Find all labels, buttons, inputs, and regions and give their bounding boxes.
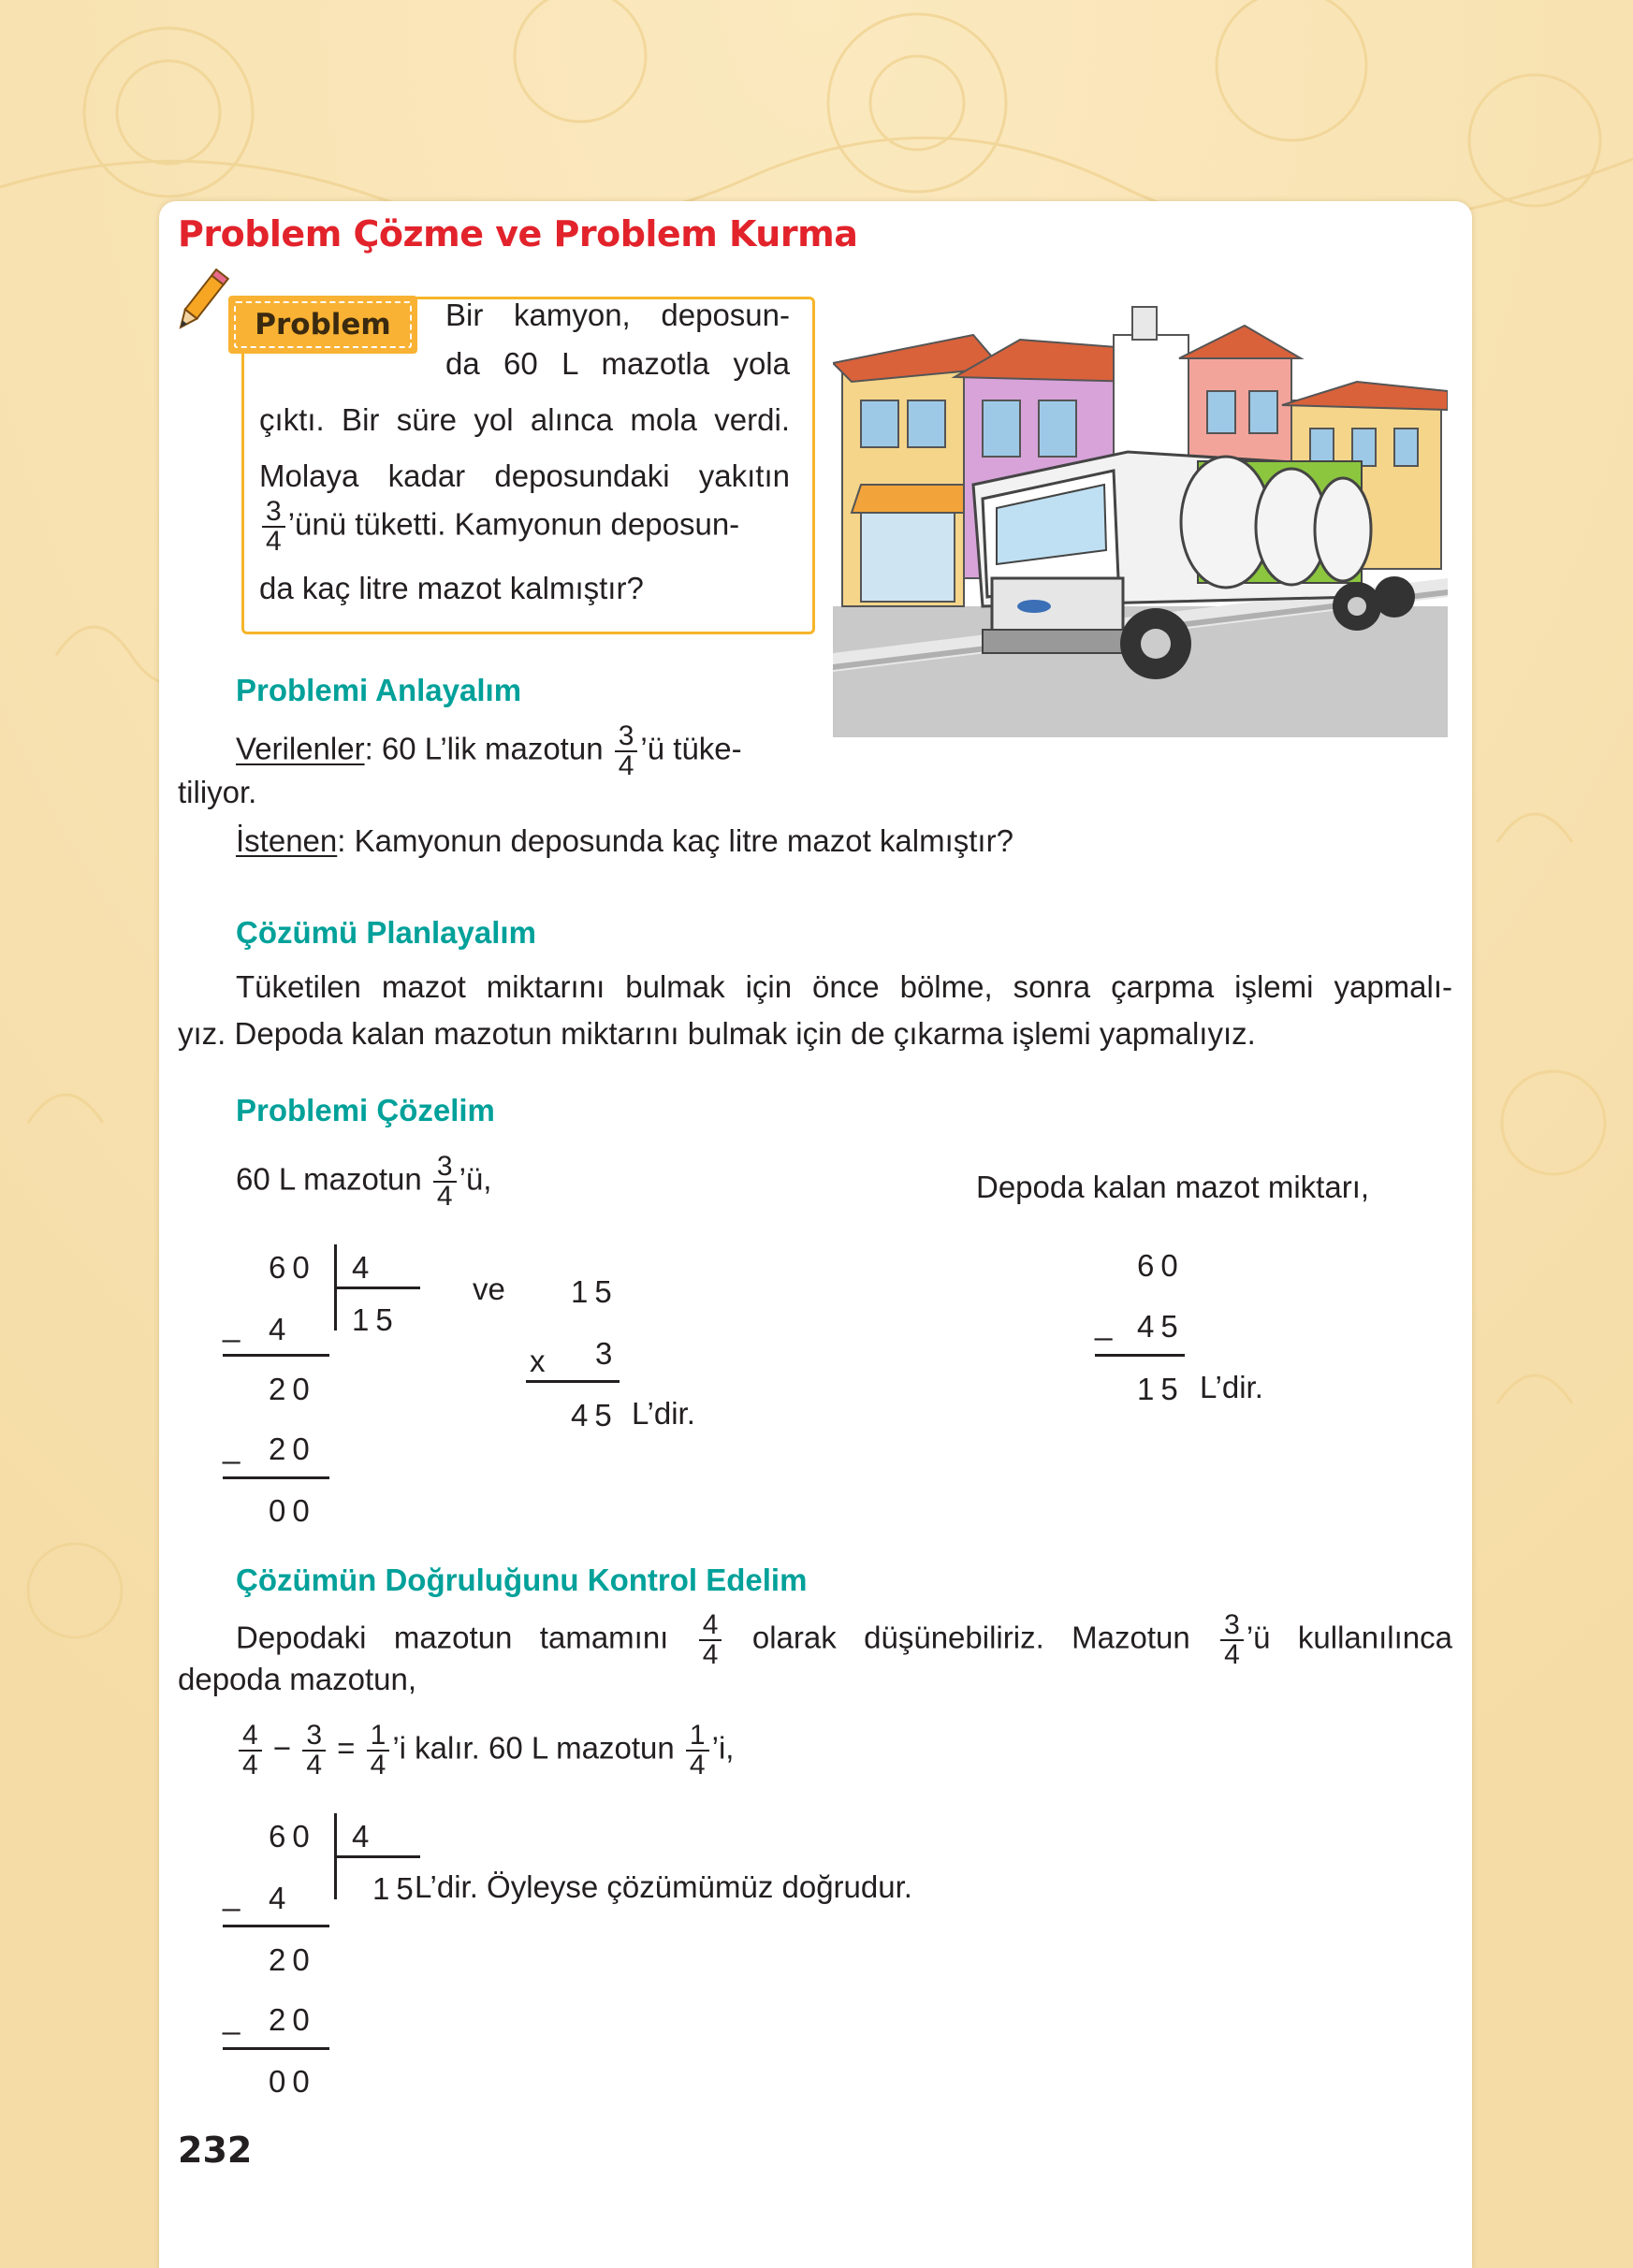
fraction-3-4: $\frac{3}{4}$ xyxy=(262,498,285,556)
problem-line-4: Molaya kadar deposundaki yakıtın xyxy=(259,458,790,493)
problem-line-2: da 60 L mazotla yola xyxy=(445,346,790,381)
solve-heading: Problemi Çözelim xyxy=(236,1093,495,1127)
fraction-1-4: $\frac{1}{4}$ xyxy=(686,1722,709,1780)
ve-connector: ve xyxy=(473,1272,505,1306)
check-heading: Çözümün Doğruluğunu Kontrol Edelim xyxy=(236,1563,808,1597)
check-line-2: depoda mazotun, xyxy=(178,1662,417,1696)
page-number: 232 xyxy=(178,2130,253,2171)
fraction-3-4: $\frac{3}{4}$ xyxy=(302,1722,326,1780)
plan-line-1: Tüketilen mazot miktarını bulmak için önce bölme, sonra çarpma işlemi yapmalı- xyxy=(236,969,1452,1004)
given-label: Verilenler xyxy=(236,731,365,766)
problem-line-6: da kaç litre mazot kalmıştır? xyxy=(259,571,644,605)
check-line-1: Depodaki mazotun tamamını $\frac{4}{4}$ olarak düşünebiliriz. Mazotun $\frac{3}{4}$ ’ü kullanılınca xyxy=(236,1609,1452,1670)
problem-line-1: Bir kamyon, deposun- xyxy=(445,298,790,332)
problem-line-3: çıktı. Bir süre yol alınca mola verdi. xyxy=(259,402,790,437)
fraction-3-4: $\frac{3}{4}$ xyxy=(615,722,638,780)
plan-heading: Çözümü Planlayalım xyxy=(236,915,536,950)
plan-line-2: yız. Depoda kalan mazotun miktarını bulmak için de çıkarma işlemi yapmalıyız. xyxy=(178,1016,1256,1051)
given-continuation: tiliyor. xyxy=(178,775,257,809)
problem-line-5: $\frac{3}{4}$ ’ünü tüketti. Kamyonun deposun- xyxy=(259,498,793,556)
solve-intro: 60 L mazotun $\frac{3}{4}$ ’ü, xyxy=(236,1151,492,1212)
page-title: Problem Çözme ve Problem Kurma xyxy=(178,213,858,254)
understand-heading: Problemi Anlayalım xyxy=(236,673,522,707)
problem-tag-label: Problem xyxy=(234,301,412,348)
asked-line: İstenen: Kamyonun deposunda kaç litre mazot kalmıştır? xyxy=(236,823,1013,858)
fraction-4-4: $\frac{4}{4}$ xyxy=(699,1611,722,1669)
fraction-4-4: $\frac{4}{4}$ xyxy=(239,1722,262,1780)
fraction-1-4: $\frac{1}{4}$ xyxy=(367,1722,390,1780)
pencil-icon xyxy=(167,265,234,340)
given-line: Verilenler: 60 L’lik mazotun $\frac{3}{4}$ ’ü tüke- xyxy=(236,720,742,781)
remaining-intro: Depoda kalan mazot miktarı, xyxy=(976,1170,1370,1204)
check-equation: $\frac{4}{4}$ − $\frac{3}{4}$ = $\frac{1}{4}$ ’i kalır. 60 L mazotun $\frac{1}{4}$ ’i, xyxy=(236,1722,734,1780)
fraction-3-4: $\frac{3}{4}$ xyxy=(433,1153,457,1211)
fraction-3-4: $\frac{3}{4}$ xyxy=(1220,1611,1244,1669)
problem-tag xyxy=(228,296,417,354)
truck-street-illustration xyxy=(833,298,1448,737)
asked-label: İstenen xyxy=(236,823,338,858)
